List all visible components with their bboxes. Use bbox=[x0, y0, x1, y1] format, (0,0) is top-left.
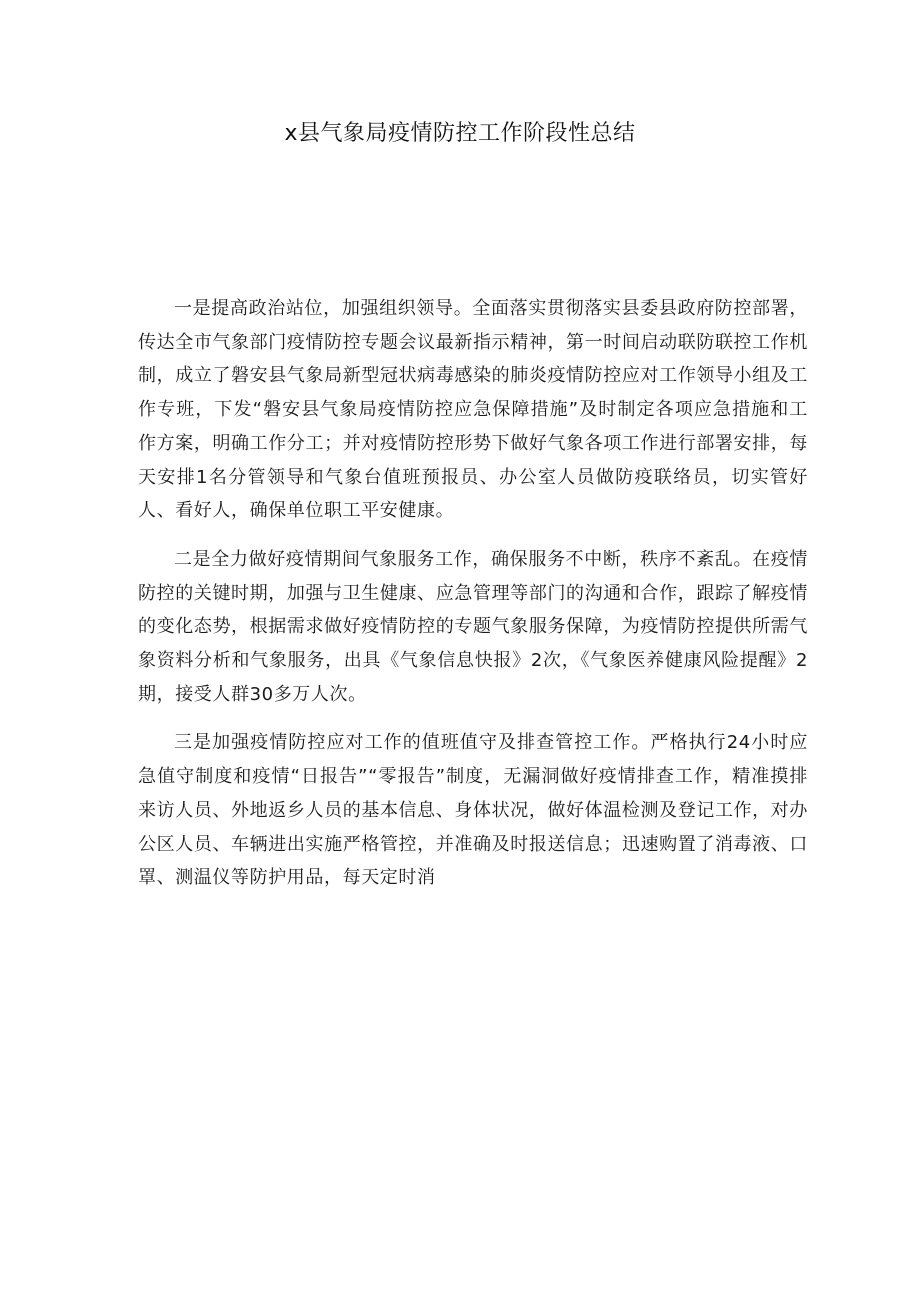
paragraph-2: 二是全力做好疫情期间气象服务工作，确保服务不中断，秩序不紊乱。在疫情防控的关键时期，加强与卫生健康、应急管理等部门的沟通和合作，跟踪了解疫情的变化态势，根据需求做好疫情防控的专题气象服务保障，为疫情防控提供所需气象资料分析和气象服务，出具《气象信息快报》2次，《气象医养健康风险提醒》2期，接受人群30多万人次。 bbox=[138, 548, 808, 705]
document-title: x县气象局疫情防控工作阶段性总结 bbox=[284, 121, 636, 146]
document-body bbox=[138, 292, 808, 895]
paragraph-3: 三是加强疫情防控应对工作的值班值守及排查管控工作。严格执行24小时应急值守制度和疫情“日报告”“零报告”制度，无漏洞做好疫情排查工作，精准摸排来访人员、外地返乡人员的基本信息、身体状况，做好体温检测及登记工作，对办公区人员、车辆进出实施严格管控，并准确及时报送信息；迅速购置了消毒液、口罩、测温仪等防护用品，每天定时消 bbox=[138, 732, 808, 889]
paragraph-1: 一是提高政治站位，加强组织领导。全面落实贯彻落实县委县政府防控部署，传达全市气象部门疫情防控专题会议最新指示精神，第一时间启动联防联控工作机制，成立了磐安县气象局新型冠状病毒感染的肺炎疫情防控应对工作领导小组及工作专班，下发“磐安县气象局疫情防控应急保障措施”及时制定各项应急措施和工作方案，明确工作分工；并对疫情防控形势下做好气象各项工作进行部署安排，每天安排1名分管领导和气象台值班预报员、办公室人员做防疫联络员，切实管好人、看好人，确保单位职工平安健康。 bbox=[138, 298, 808, 522]
